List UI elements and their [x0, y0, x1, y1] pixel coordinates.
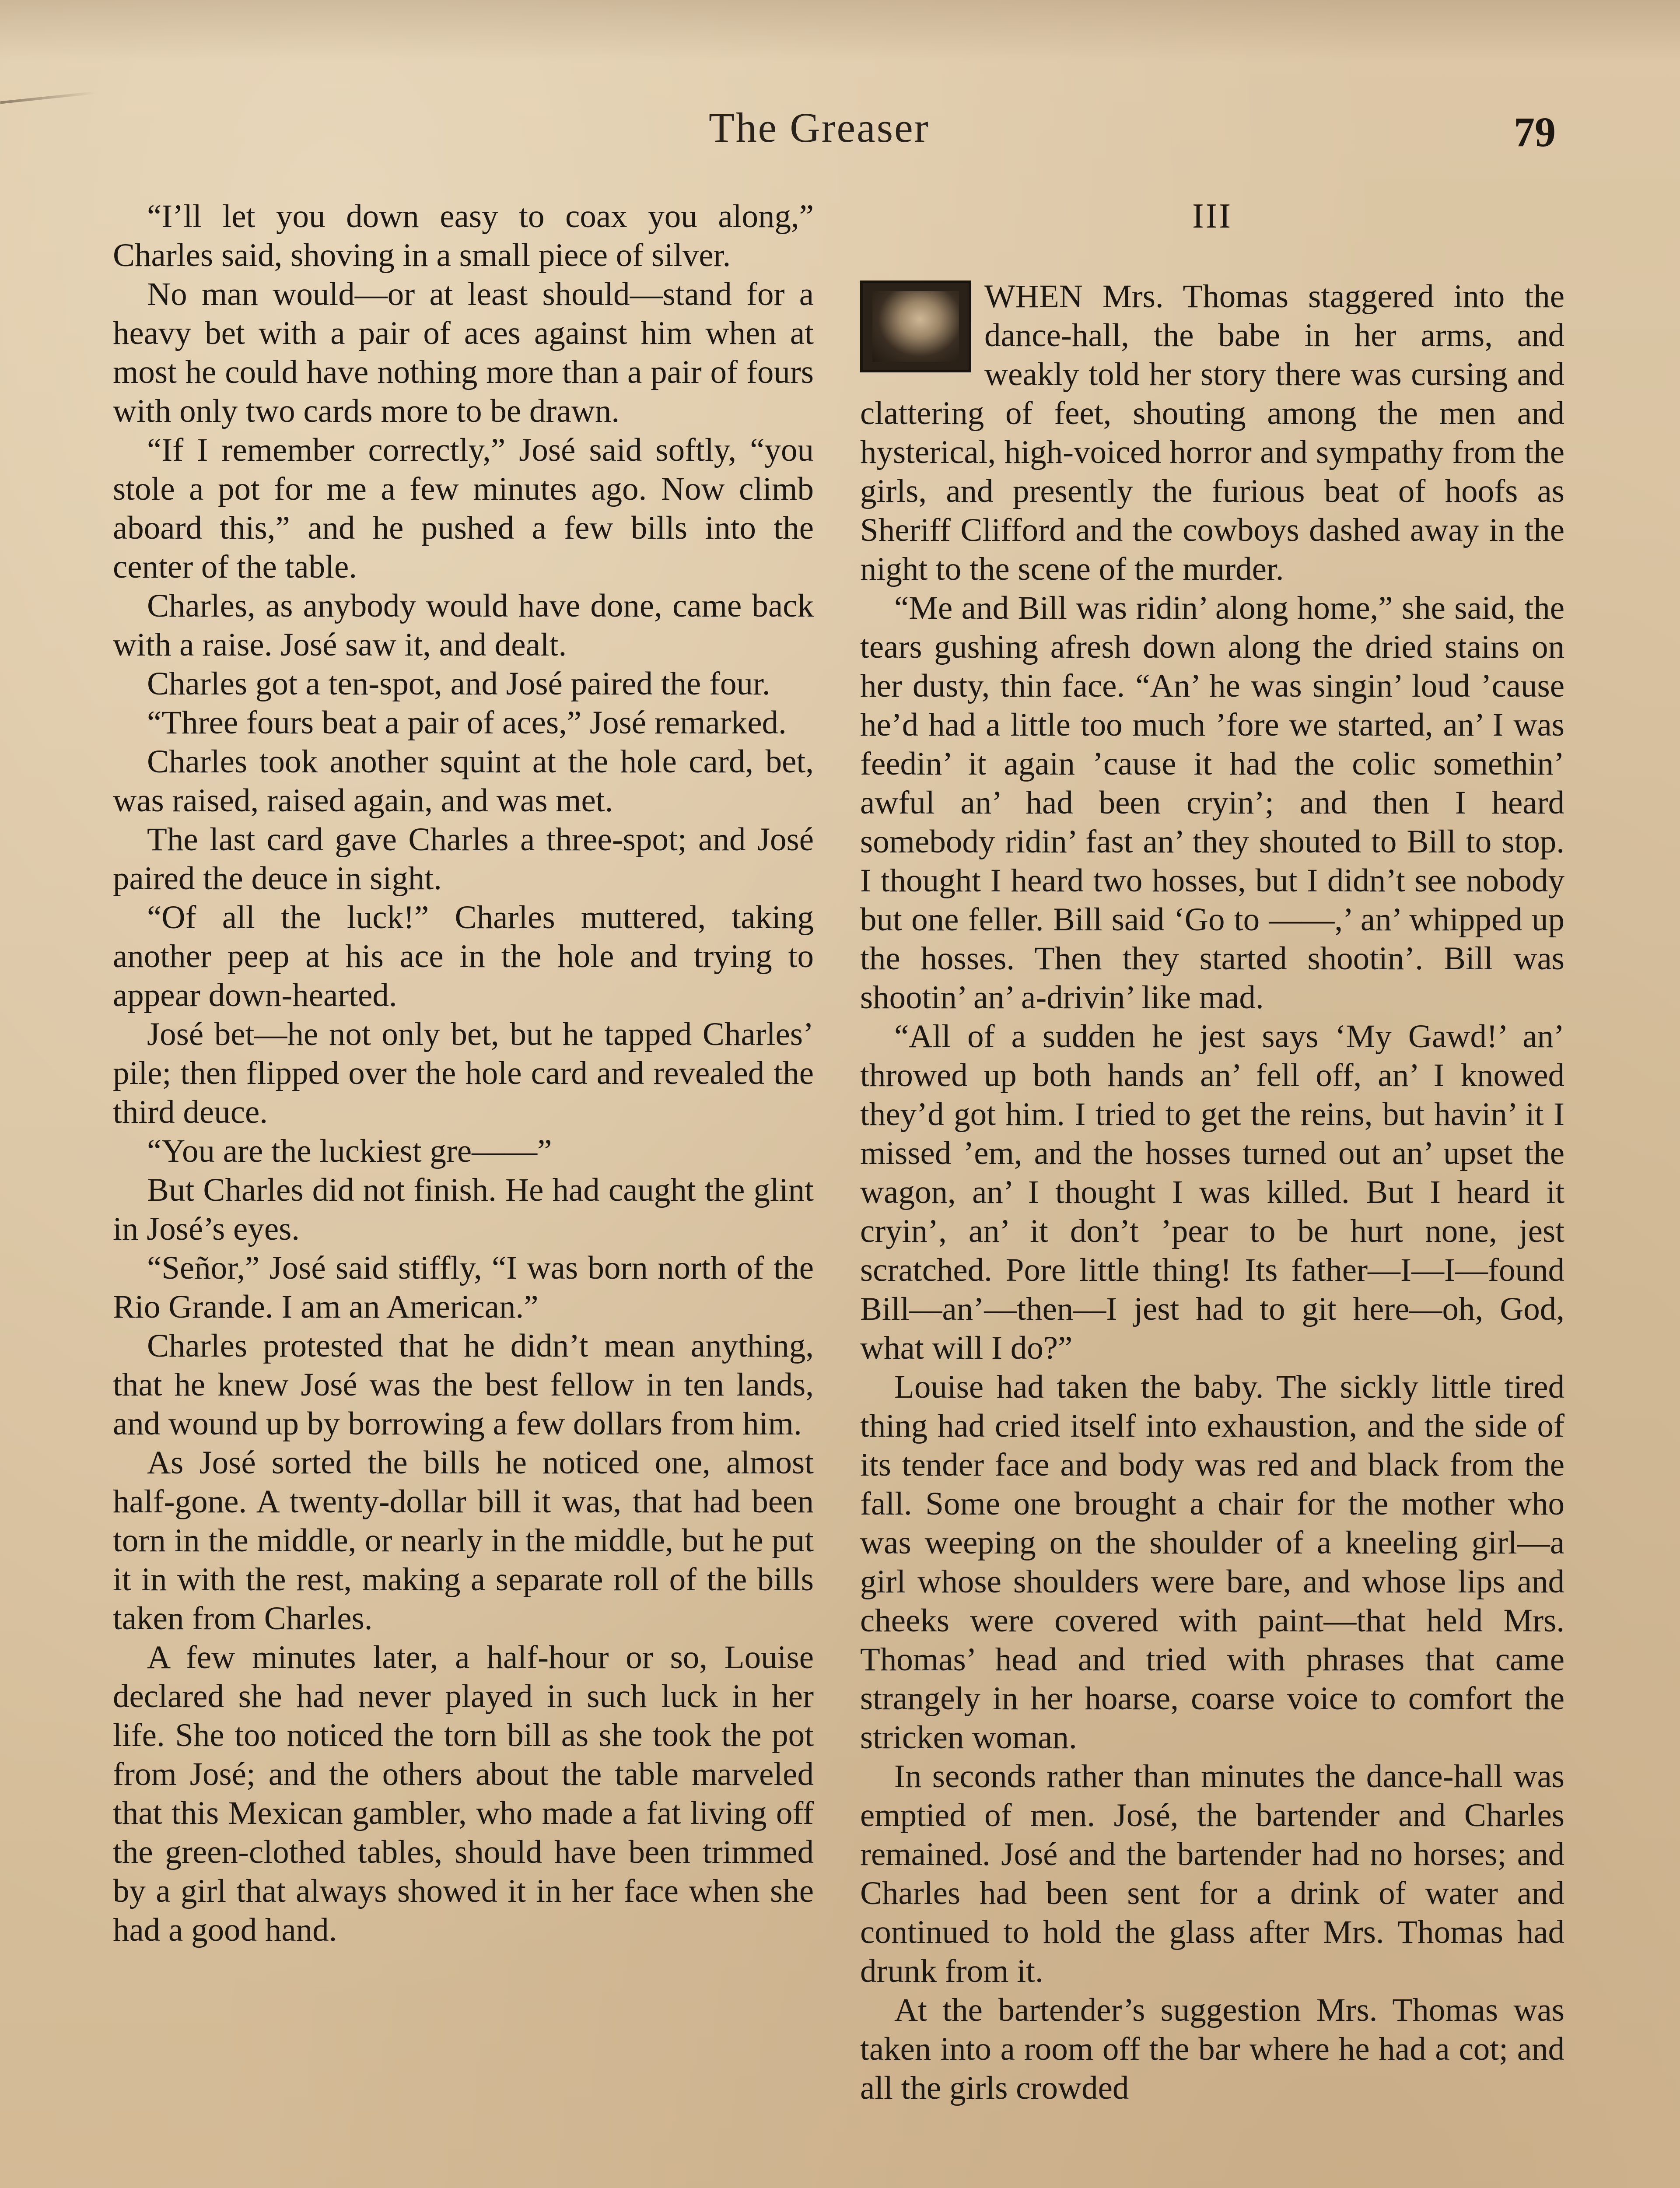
paragraph: “Señor,” José said stiffly, “I was born north of the Rio Grande. I am an American.”: [113, 1250, 814, 1325]
page-fold-mark: [0, 91, 96, 104]
page-edge-shadow: [0, 0, 1680, 61]
paragraph: Louise had taken the baby. The sickly little tired thing had cried itself into exhaustion, and the side of its tender face and body was red and black from the fall. Some one brought a chair for the mother who was weeping on the shoulder of a kneeling girl—a girl whose shoulders were bare, and whose lips and cheeks were covered with paint—that held Mrs. Thomas’ head and tried with phrases that came strangely in her hoarse, coarse voice to comfort the stricken woman.: [860, 1369, 1564, 1756]
paragraph: At the bartender’s suggestion Mrs. Thomas was taken into a room off the bar where he had a cot; and all the girls crowded: [860, 1992, 1564, 2106]
paragraph: The last card gave Charles a three-spot; and José paired the deuce in sight.: [113, 821, 814, 897]
paragraph: Charles protested that he didn’t mean anything, that he knew José was the best fellow in ten lands, and wound up by borrowing a few dollars from him.: [113, 1328, 814, 1442]
paragraph: Charles got a ten-spot, and José paired the four.: [147, 666, 770, 702]
paragraph: “If I remember correctly,” José said softly, “you stole a pot for me a few minutes ago. Now climb aboard this,” and he pushed a few bills into the center of the table.: [113, 432, 814, 585]
paragraph: In seconds rather than minutes the dance-hall was emptied of men. José, the bartender and Charles remained. José and the bartender had no horses; and Charles had been sent for a drink of water and continued to hold the glass after Mrs. Thomas had drunk from it.: [860, 1758, 1564, 1989]
paragraph: “Of all the luck!” Charles muttered, taking another peep at his ace in the hole and trying to appear down-hearted.: [113, 899, 814, 1013]
paragraph: “You are the luckiest gre——”: [147, 1133, 552, 1169]
paragraph: But Charles did not finish. He had caught the glint in José’s eyes.: [113, 1172, 814, 1247]
paragraph: A few minutes later, a half-hour or so, Louise declared she had never played in such luck in her life. She too noticed the torn bill as she took the pot from José; and the others about the table marveled that this Mexican gambler, who made a fat living off the green-clothed tables, should have been trimmed by a girl that always showed it in her face when she had a good hand.: [113, 1639, 814, 1948]
paragraph: Charles took another squint at the hole card, bet, was raised, raised again, and was met.: [113, 743, 814, 819]
page-number: 79: [1514, 109, 1556, 155]
section-heading: III: [1192, 197, 1232, 235]
paragraph: WHEN Mrs. Thomas staggered into the dance-hall, the babe in her arms, and weakly told her story there was cursing and clattering of feet, shouting among the men and hysterical, high-voiced horror and sympathy from the girls, and presently the furious beat of hoofs as Sheriff Clifford and the cowboys dashed away in the night to the scene of the murder.: [860, 278, 1564, 587]
right-text-column: [860, 197, 1564, 2107]
paragraph: Charles, as anybody would have done, came back with a raise. José saw it, and dealt.: [113, 588, 814, 663]
portrait-illustration: [872, 291, 959, 362]
paragraph: As José sorted the bills he noticed one, almost half-gone. A twenty-dollar bill it was, that had been torn in the middle, or nearly in the middle, but he put it in with the rest, making a separate roll of the bills taken from Charles.: [113, 1445, 814, 1637]
dropcap-portrait-icon: [860, 281, 971, 372]
paragraph: “Me and Bill was ridin’ along home,” she said, the tears gushing afresh down along the dried stains on her dusty, thin face. “An’ he was singin’ loud ’cause he’d had a little too much ’fore we started, an’ I was feedin’ it again ’cause it had the colic somethin’ awful an’ had been cryin’; and then I heard somebody ridin’ fast an’ they shouted to Bill to stop. I thought I heard two hosses, but I didn’t see nobody but one feller. Bill said ‘Go to ——,’ an’ whipped up the hosses. Then they started shootin’. Bill was shootin’ an’ a-drivin’ like mad.: [860, 590, 1564, 1016]
paragraph: “Three fours beat a pair of aces,” José remarked.: [147, 705, 787, 741]
paragraph: No man would—or at least should—stand for a heavy bet with a pair of aces against him when at most he could have nothing more than a pair of fours with only two cards more to be drawn.: [113, 276, 814, 429]
left-text-column: [113, 197, 814, 1950]
paragraph: “All of a sudden he jest says ‘My Gawd!’ an’ throwed up both hands an’ fell off, an’ I knowed they’d got him. I tried to get the reins, but havin’ it I missed ’em, and the hosses turned out an’ upset the wagon, an’ I thought I was killed. But I heard it cryin’, an’ it don’t ’pear to be hurt none, jest scratched. Pore little thing! Its father—I—I—found Bill—an’—then—I jest had to git here—oh, God, what will I do?”: [860, 1018, 1564, 1366]
paragraph: “I’ll let you down easy to coax you along,” Charles said, shoving in a small piece of silver.: [113, 198, 814, 274]
running-header-title: The Greaser: [709, 104, 930, 151]
paragraph: José bet—he not only bet, but he tapped Charles’ pile; then flipped over the hole card and revealed the third deuce.: [113, 1016, 814, 1130]
